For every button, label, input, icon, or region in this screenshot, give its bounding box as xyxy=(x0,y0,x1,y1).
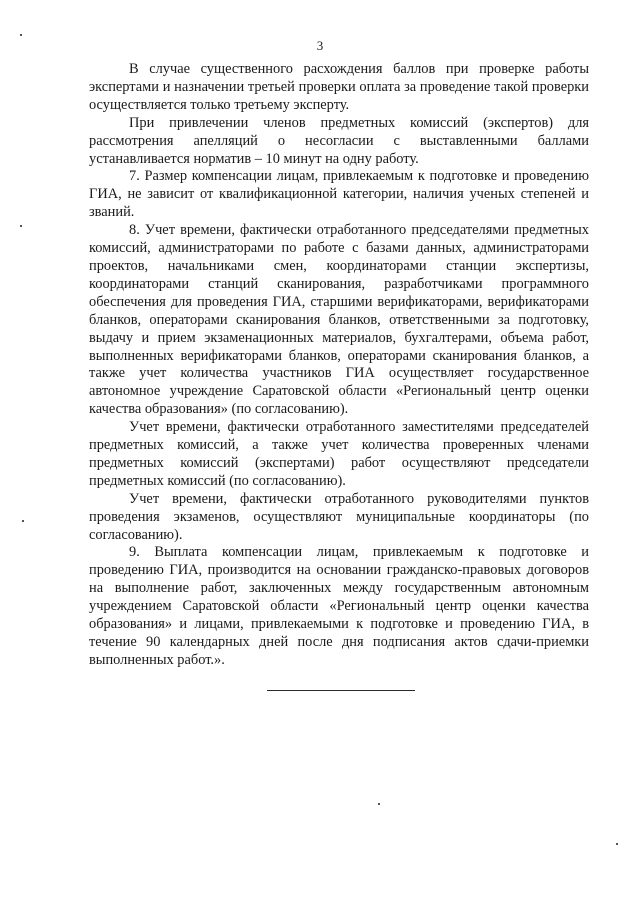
scan-artifact-mark xyxy=(22,520,24,522)
document-body xyxy=(89,61,589,670)
paragraph-item-9: 9. Выплата компенсации лицам, привлекаемым к подготовке и проведению ГИА, производится на основании гражданско-правовых договоров на выполнение работ, заключенных между государственным автономным учреждением Саратовской области «Региональный центр оценки качества образования» и лицами, привлекаемыми к подготовке и проведению ГИА, в течение 90 календарных дней после дня подписания актов сдачи-приемки выполненных работ.». xyxy=(89,544,589,668)
paragraph-exam-point-heads-accounting: Учет времени, фактически отработанного руководителями пунктов проведения экзаменов, осуществляют муниципальные координаторы (по согласованию). xyxy=(89,490,589,543)
scan-artifact-mark xyxy=(378,803,380,805)
paragraph-appeals-norm: При привлечении членов предметных комиссий (экспертов) для рассмотрения апелляций о несогласии с выставленными баллами устанавливается норматив – 10 минут на одну работу. xyxy=(89,114,589,167)
paragraph-deputy-chairs-accounting: Учет времени, фактически отработанного заместителями председателей предметных комиссий, а также учет количества проверенных членами предметных комиссий (экспертами) работ осуществляют председатели предметных комиссий (по согласованию). xyxy=(89,419,589,489)
scan-artifact-mark xyxy=(20,34,22,36)
scan-artifact-mark xyxy=(20,225,22,227)
scan-artifact-mark xyxy=(616,843,618,845)
paragraph-item-7: 7. Размер компенсации лицам, привлекаемым к подготовке и проведению ГИА, не зависит от квалификационной категории, наличия ученых степеней и званий. xyxy=(89,168,589,221)
end-of-text-divider xyxy=(267,690,415,691)
page-number: 3 xyxy=(316,38,324,53)
paragraph-third-expert-payment: В случае существенного расхождения баллов при проверке работы экспертами и назначении третьей проверки оплата за проведение такой проверки осуществляется только третьему эксперту. xyxy=(89,61,589,113)
paragraph-item-8: 8. Учет времени, фактически отработанного председателями предметных комиссий, администраторами по работе с базами данных, администраторами проектов, начальниками смен, координаторами станции экспертизы, координаторами станций сканирования, разработчиками программного обеспечения для проведения ГИА, старшими верификаторами, верификаторами бланков, операторами сканирования бланков, ответственными за подготовку, выдачу и прием экзаменационных материалов, бухгалтерами, объема работ, выполненных верификаторами бланков, операторами сканирования бланков, а также учет количества участников ГИА осуществляет государственное автономное учреждение Саратовской области «Региональный центр оценки качества образования» (по согласованию). xyxy=(89,222,589,418)
